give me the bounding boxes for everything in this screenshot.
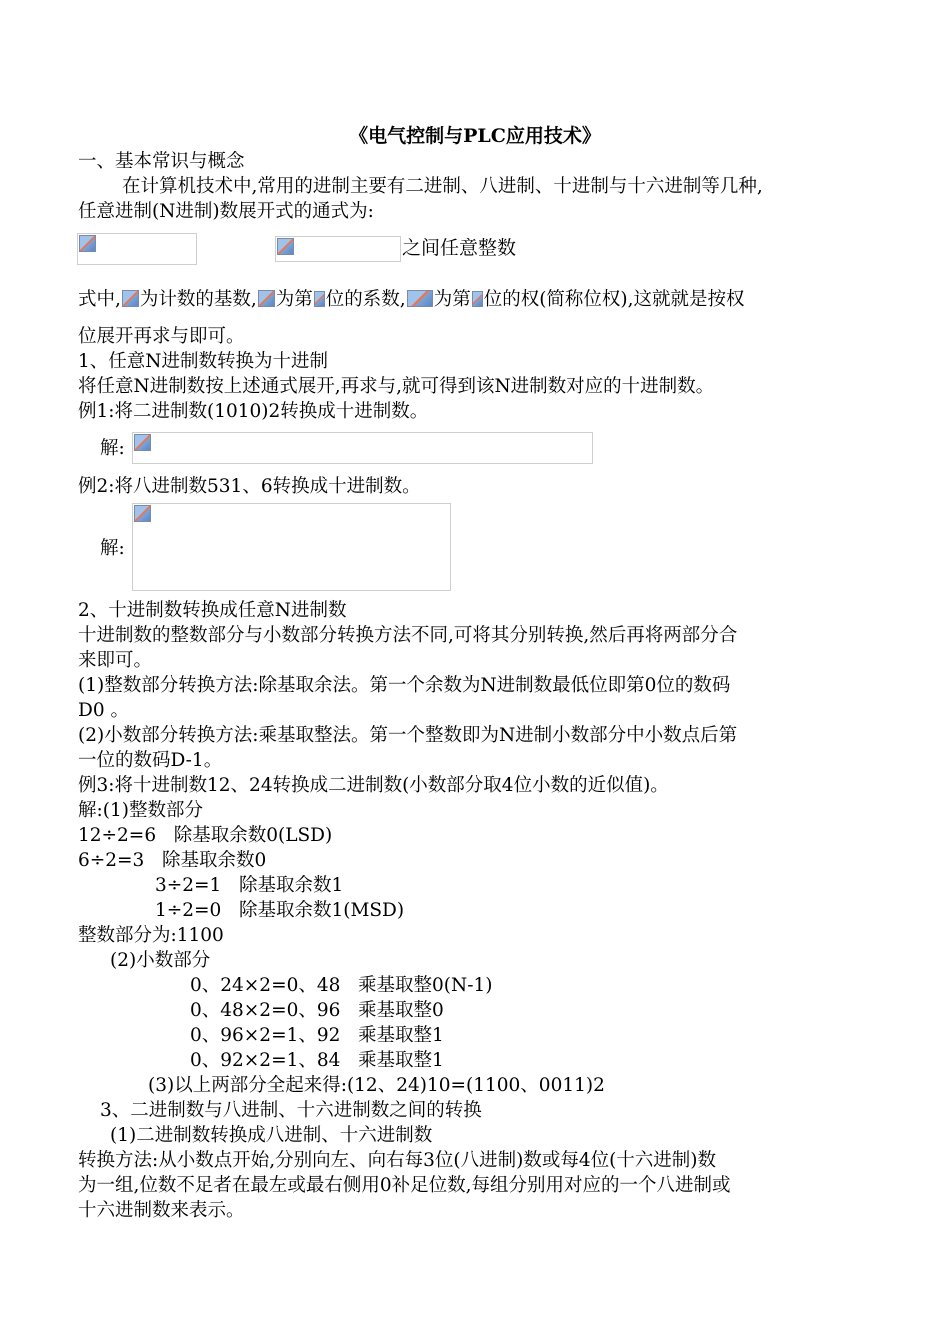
paragraph-line: 为一组,位数不足者在最左或最右侧用0补足位数,每组分别用对应的一个八进制或 <box>78 1175 731 1196</box>
section-heading: 一、基本常识与概念 <box>78 151 245 172</box>
solution-label: 解: <box>100 538 125 559</box>
paragraph-line: 转换方法:从小数点开始,分别向左、向右每3位(八进制)数或每4位(十六进制)数 <box>78 1150 717 1171</box>
sub-heading: (2)小数部分 <box>110 950 211 971</box>
paragraph-line: D0 。 <box>78 700 129 721</box>
text-span: 为第 <box>433 289 471 310</box>
calc-step: 0、48×2=0、96 乘基取整0 <box>190 1000 444 1021</box>
section-heading: 3、二进制数与八进制、十六进制数之间的转换 <box>100 1100 482 1121</box>
paragraph-line: 来即可。 <box>78 650 153 671</box>
formula-image <box>77 233 197 265</box>
text-span: 位的系数, <box>325 289 406 310</box>
calc-step: 0、24×2=0、48 乘基取整0(N-1) <box>190 975 493 996</box>
sub-heading: (1)二进制数转换成八进制、十六进制数 <box>110 1125 433 1146</box>
broken-image-icon <box>134 434 151 451</box>
broken-image-icon <box>314 291 325 307</box>
broken-image-icon <box>134 505 151 522</box>
broken-image-icon <box>277 238 294 255</box>
text-span: 为第 <box>275 289 313 310</box>
paragraph-line: 位展开再求与即可。 <box>78 326 245 347</box>
paragraph-line: (2)小数部分转换方法:乘基取整法。第一个整数即为N进制小数部分中小数点后第 <box>78 725 738 746</box>
result-line: 整数部分为:1100 <box>78 925 224 946</box>
calc-step: 12÷2=6 除基取余数0(LSD) <box>78 825 333 846</box>
example-line: 例3:将十进制数12、24转换成二进制数(小数部分取4位小数的近似值)。 <box>78 775 669 796</box>
example-line: 例1:将二进制数(1010)2转换成十进制数。 <box>78 401 429 422</box>
calc-step: 0、96×2=1、92 乘基取整1 <box>190 1025 444 1046</box>
broken-image-icon <box>407 290 433 307</box>
page-title: 《电气控制与PLC应用技术》 <box>349 125 601 147</box>
broken-image-icon <box>79 235 96 252</box>
text-span: 式中, <box>78 289 121 310</box>
broken-image-icon <box>122 290 139 307</box>
paragraph-line: 十进制数的整数部分与小数部分转换方法不同,可将其分别转换,然后再将两部分合 <box>78 625 738 646</box>
text-span: 为计数的基数, <box>139 289 257 310</box>
section-heading: 2、十进制数转换成任意N进制数 <box>78 600 347 621</box>
calc-step: 6÷2=3 除基取余数0 <box>78 850 267 871</box>
paragraph-line: 将任意N进制数按上述通式展开,再求与,就可得到该N进制数对应的十进制数。 <box>78 376 715 397</box>
formula-image <box>132 503 451 591</box>
solution-label: 解: <box>100 438 125 459</box>
paragraph-line: (1)整数部分转换方法:除基取余法。第一个余数为N进制数最低位即第0位的数码 <box>78 675 731 696</box>
paragraph-line: 十六进制数来表示。 <box>78 1200 245 1221</box>
paragraph-line: 在计算机技术中,常用的进制主要有二进制、八进制、十进制与十六进制等几种, <box>122 176 763 197</box>
broken-image-icon <box>258 290 275 307</box>
paragraph-line: 任意进制(N进制)数展开式的通式为: <box>78 201 374 222</box>
example-line: 例2:将八进制数531、6转换成十进制数。 <box>78 476 421 497</box>
section-heading: 1、任意N进制数转换为十进制 <box>78 351 328 372</box>
paragraph-line: 一位的数码D-1。 <box>78 750 223 771</box>
broken-image-icon <box>472 291 483 307</box>
text-span: 位的权(简称位权),这就就是按权 <box>483 289 745 310</box>
formula-image <box>132 432 593 464</box>
formula-suffix: 之间任意整数 <box>402 237 517 259</box>
calc-step: 1÷2=0 除基取余数1(MSD) <box>155 900 405 921</box>
calc-step: 0、92×2=1、84 乘基取整1 <box>190 1050 444 1071</box>
result-line: (3)以上两部分全起来得:(12、24)10=(1100、0011)2 <box>148 1075 605 1096</box>
calc-step: 3÷2=1 除基取余数1 <box>155 875 344 896</box>
paragraph-line <box>78 287 745 312</box>
formula-image <box>275 236 401 262</box>
solution-label: 解:(1)整数部分 <box>78 800 203 821</box>
